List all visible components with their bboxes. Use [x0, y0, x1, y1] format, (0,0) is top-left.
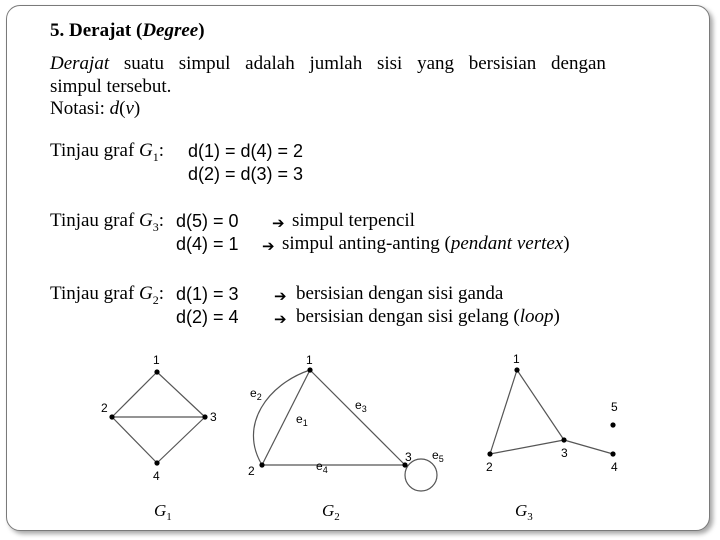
g1-vertex-label: 2: [101, 401, 108, 415]
g1-caption: $G_1$: [154, 501, 172, 523]
g3-degree-row-2: d(4) = 1: [176, 234, 239, 254]
g2-vertex-label: 2: [248, 464, 255, 478]
g2-degree-row-2: d(2) = 4: [176, 307, 239, 327]
g1-edge-2-4: [112, 417, 157, 463]
g1-degree-row-2: d(2) = d(3) = 3: [188, 164, 304, 184]
g3-edge-1-3: [517, 370, 564, 440]
notation: Notasi: d(v): [50, 98, 141, 119]
g1-vertex-label: 1: [153, 353, 160, 367]
g2-edge-e3: [310, 370, 405, 465]
g1-vertex: [202, 414, 207, 419]
arrow-icon: ➔: [262, 237, 275, 255]
g2-edge-label: $e_3$: [355, 398, 367, 414]
g2-note-2: bersisian dengan sisi gelang (loop): [296, 306, 560, 327]
g2-edge-label: $e_2$: [250, 386, 262, 402]
g1-review-label: Tinjau graf $G_1$:: [50, 140, 165, 164]
g2-edge-label: $e_1$: [296, 412, 308, 428]
g2-degree-row-1: d(1) = 3: [176, 284, 239, 304]
g3-vertex-label: 2: [486, 460, 493, 474]
g3-review-label: Tinjau graf $G_3$:: [50, 210, 165, 234]
g2-vertex: [259, 462, 264, 467]
g3-vertex-label: 3: [561, 446, 568, 460]
definition-line-2: simpul tersebut.: [50, 76, 172, 97]
g2-caption: $G_2$: [322, 501, 340, 523]
definition-word: jumlah: [309, 53, 363, 74]
definition-word: Derajat: [50, 53, 110, 74]
g3-vertex: [610, 451, 615, 456]
arrow-icon: ➔: [274, 287, 287, 305]
g1-vertex: [154, 369, 159, 374]
section-title: 5. Derajat (Degree): [50, 20, 205, 41]
g3-vertex: [610, 422, 615, 427]
g1-degree-row-1: d(1) = d(4) = 2: [188, 141, 304, 161]
g3-edge-2-3: [490, 440, 564, 454]
g3-note-2: simpul anting-anting (pendant vertex): [282, 233, 570, 254]
g3-edge-3-4: [564, 440, 613, 454]
definition-word: bersisian: [468, 53, 537, 74]
g2-vertex-label: 3: [405, 450, 412, 464]
definition-word: yang: [417, 53, 455, 74]
g1-edge-1-3: [157, 372, 205, 417]
g3-vertex: [514, 367, 519, 372]
definition-word: suatu: [123, 53, 164, 74]
g2-vertex-label: 1: [306, 353, 313, 367]
g1-edge-1-2: [112, 372, 157, 417]
definition-word: dengan: [551, 53, 606, 74]
g2-note-1: bersisian dengan sisi ganda: [296, 283, 504, 304]
g3-degree-row-1: d(5) = 0: [176, 211, 239, 231]
g3-vertex: [561, 437, 566, 442]
definition-word: simpul: [178, 53, 231, 74]
g3-edge-1-2: [490, 370, 517, 454]
g3-note-1: simpul terpencil: [292, 210, 415, 231]
definition-word: sisi: [376, 53, 403, 74]
g1-edge-3-4: [157, 417, 205, 463]
g3-vertex-label: 5: [611, 400, 618, 414]
g3-caption: $G_3$: [515, 501, 533, 523]
arrow-icon: ➔: [272, 214, 285, 232]
g1-vertex-label: 4: [153, 469, 160, 483]
g2-review-label: Tinjau graf $G_2$:: [50, 283, 165, 307]
g3-vertex-label: 1: [513, 352, 520, 366]
g3-vertex: [487, 451, 492, 456]
g2-edge-label: $e_4$: [316, 459, 328, 475]
definition-word: adalah: [245, 53, 295, 74]
g3-vertex-label: 4: [611, 460, 618, 474]
g2-vertex: [307, 367, 312, 372]
g2-edge-label: $e_5$: [432, 448, 444, 464]
g1-vertex-label: 3: [210, 410, 217, 424]
arrow-icon: ➔: [274, 310, 287, 328]
g1-vertex: [154, 460, 159, 465]
g1-vertex: [109, 414, 114, 419]
